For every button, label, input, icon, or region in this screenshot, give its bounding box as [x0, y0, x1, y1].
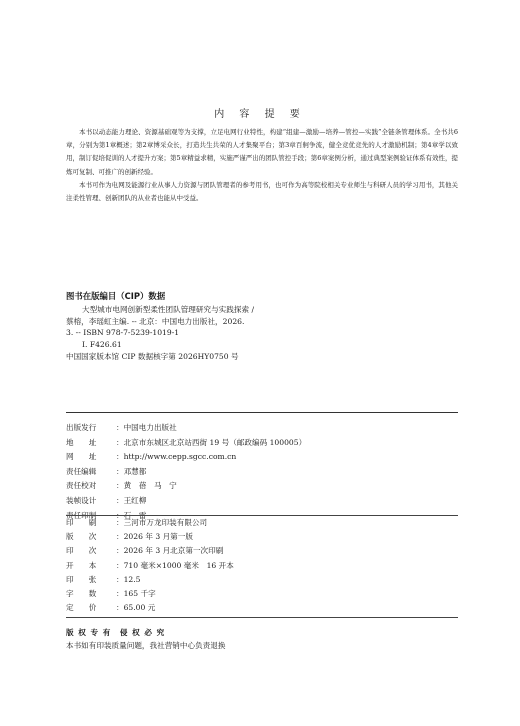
info-value: 710 毫米×1000 毫米 16 开本 [123, 560, 234, 570]
info-value: 2026 年 3 月第一版 [123, 532, 193, 542]
info-label: 印 刷 [66, 518, 97, 527]
info-label: 责任校对 [66, 481, 97, 491]
info-label: 字 数 [66, 589, 97, 599]
info-label: 定 价 [66, 603, 97, 613]
info-value: 黄 蓓 马 宁 [123, 481, 177, 491]
info-value: 165 千字 [123, 589, 156, 599]
printing-info [66, 516, 466, 615]
info-value: 三河市万龙印装有限公司 [123, 518, 208, 527]
cip-line: 蔡榕，李瑶虹主编. -- 北京：中国电力出版社，2026. [66, 316, 245, 326]
divider [66, 617, 458, 618]
info-row: 印 张 ： 12.5 [66, 573, 466, 587]
info-label: 地 址 [66, 437, 97, 447]
info-row: 装帧设计 ： 王红柳 [66, 494, 466, 509]
cip-line: 3. -- ISBN 978-7-5239-1019-1 [66, 328, 180, 338]
info-label: 出版发行 [66, 423, 97, 432]
cip-line: 大型城市电网创新型柔性团队管理研究与实践探索 / [82, 304, 255, 314]
info-label: 责任印制 [66, 510, 97, 520]
cip-line: Ⅰ. F426.61 [82, 340, 122, 350]
cip-number: 中国国家版本馆 CIP 数据核字第 2026HY0750 号 [66, 351, 239, 361]
info-row: 字 数 ： 165 千字 [66, 587, 466, 601]
copyright-title: 版 权 专 有 侵 权 必 究 [66, 628, 166, 637]
info-row: 出版发行 ： 中国电力出版社 [66, 421, 466, 436]
info-row: 责任印制 ： 石 雷 [66, 509, 466, 524]
info-value: 王红柳 [123, 495, 147, 505]
summary-title: 内 容 提 要 [214, 109, 306, 120]
info-label: 网 址 [66, 452, 97, 462]
info-value: 12.5 [123, 574, 141, 584]
info-row: 版 次 ： 2026 年 3 月第一版 [66, 530, 466, 544]
copyright-block [66, 626, 466, 652]
summary-paragraph: 本书以动态能力理论、资源基础观等为支撑，立足电网行业特性，构建“组建—激励—培养—管控—实践”全链条管理体系。全书共6章，分别为第1章概述；第2章博采众长，打造共生共荣的人才集聚平台；第3章百舸争流，健全竞优竞先的人才激励机制；第4章学以致用，制订促培促训的人才提升方案；第5章精益求精，实施严谨严出的团队管控手段；第6章案例分析，通过典型案例验证体系有效性，提炼可复制、可推广的创新经验。 [66, 128, 458, 176]
summary-body [66, 126, 458, 205]
info-row: 地 址 ： 北京市东城区北京站西街 19 号（邮政编码 100005） [66, 436, 466, 451]
cip-heading: 图书在版编目（CIP）数据 [66, 291, 166, 301]
info-row: 网 址 ： http://www.cepp.sgcc.com.cn [66, 450, 466, 465]
info-value: 邓慧都 [123, 466, 147, 476]
info-row: 责任编辑 ： 邓慧都 [66, 465, 466, 480]
info-row: 印 刷 ： 三河市万龙印装有限公司 [66, 516, 466, 530]
info-row: 定 价 ： 65.00 元 [66, 601, 466, 615]
info-value: 2026 年 3 月北京第一次印刷 [123, 546, 224, 556]
info-label: 责任编辑 [66, 466, 97, 476]
info-value: 北京市东城区北京站西街 19 号（邮政编码 100005） [123, 437, 307, 447]
info-value: 石 雷 [123, 510, 147, 520]
info-label: 版 次 [66, 532, 97, 542]
info-row: 印 次 ： 2026 年 3 月北京第一次印刷 [66, 544, 466, 558]
info-label: 印 次 [66, 546, 97, 556]
price-value: 65.00 元 [123, 603, 156, 613]
publication-info [66, 421, 466, 523]
info-label: 开 本 [66, 560, 97, 570]
copyright-note: 本书如有印装质量问题，我社营销中心负责退换 [66, 641, 226, 650]
website-value: http://www.cepp.sgcc.com.cn [123, 452, 237, 462]
info-row: 责任校对 ： 黄 蓓 马 宁 [66, 479, 466, 494]
info-label: 印 张 [66, 574, 97, 584]
info-row: 开 本 ： 710 毫米×1000 毫米 16 开本 [66, 559, 466, 573]
info-value: 中国电力出版社 [123, 423, 177, 432]
info-label: 装帧设计 [66, 495, 97, 505]
summary-paragraph: 本书可作为电网及能源行业从事人力资源与团队管理者的参考用书，也可作为高等院校相关专业师生与科研人员的学习用书，其他关注柔性管理、创新团队的从业者也能从中受益。 [66, 180, 458, 203]
cip-block [66, 291, 466, 363]
divider [66, 412, 458, 413]
